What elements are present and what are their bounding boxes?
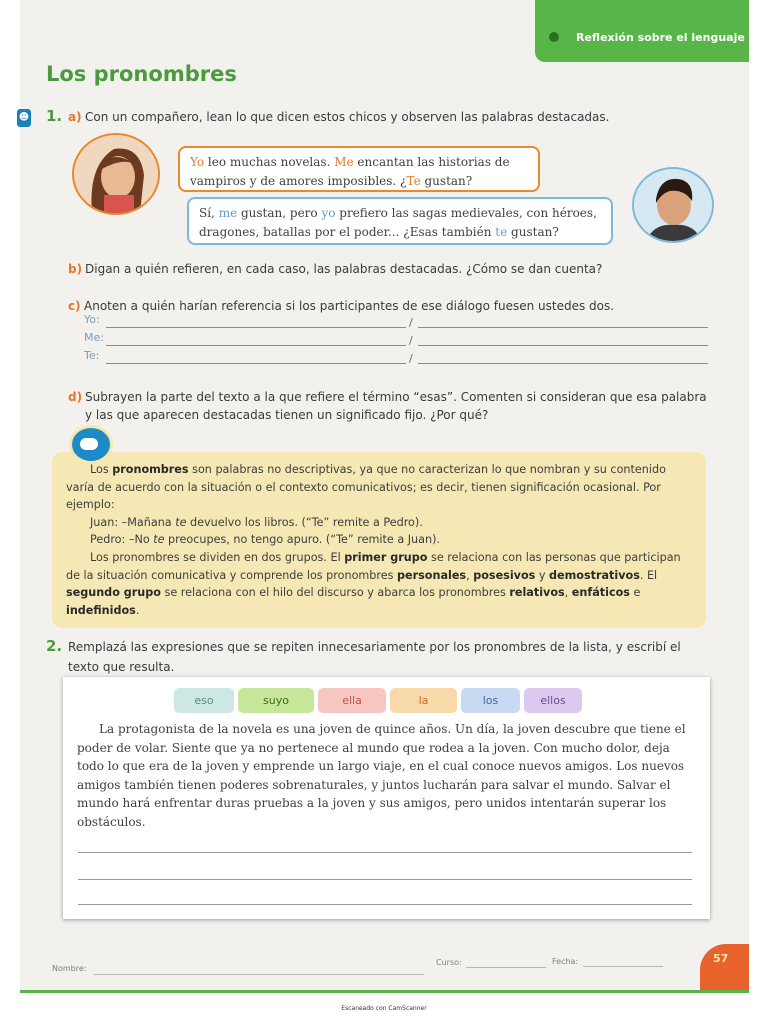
example-pronoun: te [153,533,165,547]
bubble-text: vampiros y de amores imposibles. ¿ [190,174,407,188]
item-c-letter: c) [68,299,81,313]
writing-line[interactable] [78,879,692,880]
bubble-text: gustan? [507,225,559,239]
footer-fecha-label: Fecha: [552,957,579,966]
fecha-line[interactable] [583,966,663,967]
theory-text-run: se relaciona con las personas que participan de la situación comunicativa y comprende los pronombres [66,550,681,582]
pronoun-chip-suyo: suyo [238,688,314,713]
example-text: devuelvo los libros. (“Te” remite a Pedro). [186,515,423,529]
answer-line[interactable] [106,345,406,346]
pronoun-chip-ellos: ellos [524,688,582,713]
separator: / [409,316,413,329]
bottom-strip [20,990,749,993]
term-enfaticos: enfáticos [571,586,630,600]
theory-text-run: , [466,568,474,582]
term-indefinidos: indefinidos [66,603,136,617]
answer-line[interactable] [418,363,708,364]
footer-curso-label: Curso: [436,958,462,967]
item-b-letter: b) [68,262,83,276]
highlight-yo: yo [321,206,336,220]
theory-text-run: . [135,603,140,617]
theory-text-run: se relaciona con el hilo del discurso y abarca los pronombres [160,586,510,600]
scanner-watermark: Escaneado con CamScanner [341,1005,427,1012]
theory-text-run: , [564,586,572,600]
highlight-te: Te [406,174,421,188]
term-primer-grupo: primer grupo [344,550,428,564]
bubble-text: prefiero las sagas medievales, con héroes, [335,206,597,220]
theory-text-run: y [535,568,550,582]
term-pronombres: pronombres [112,463,189,476]
bubble-text: encantan las historias de [353,155,510,169]
bubble-text: gustan, pero [237,206,322,220]
page-number-tab [700,944,749,992]
separator: / [409,352,413,365]
answer-line[interactable] [418,345,708,346]
girl-avatar [72,133,160,215]
item-a-letter: a) [68,110,82,124]
term-demostrativos: demostrativos [549,568,640,582]
term-relativos: relativos [509,586,565,600]
example-text: preocupes, no tengo apuro. (“Te” remite a Juan). [164,533,440,547]
item-b-text: Digan a quién refieren, en cada caso, las palabras destacadas. ¿Cómo se dan cuenta? [85,262,603,276]
highlight-yo: Yo [190,155,205,169]
item-a-text: Con un compañero, lean lo que dicen estos chicos y observen las palabras destacadas. [85,110,610,124]
bubble-text: gustan? [420,174,473,188]
answer-line[interactable] [106,363,406,364]
writing-line[interactable] [78,904,692,905]
page-title: Los pronombres [46,62,237,86]
item-d-letter: d) [68,390,83,404]
theory-text-run: e [629,586,641,600]
field-label-yo: Yo: [84,313,100,326]
page-number: 57 [713,952,729,965]
example-pronoun: te [175,515,187,529]
theory-text-run: . El [639,568,658,582]
highlight-me: Me [334,155,354,169]
answer-line[interactable] [418,327,708,328]
bullet-icon [549,32,559,42]
boy-avatar [632,167,714,243]
highlight-me: me [218,206,238,220]
cloud-info-icon [69,425,113,464]
item-d-line-1: Subrayen la parte del texto a la que refiere el término “esas”. Comenten si consideran que esa palabra [85,390,707,404]
field-label-me: Me: [84,331,104,344]
highlight-te: te [495,225,508,239]
pronoun-chip-eso: eso [174,688,234,713]
separator: / [409,334,413,347]
field-label-te: Te: [84,349,100,362]
pronoun-chip-los: los [461,688,520,713]
theory-text [66,461,690,619]
pair-work-icon: ☻ [17,109,31,127]
item-c-text: Anoten a quién harían referencia si los participantes de ese diálogo fuesen ustedes dos. [84,299,615,313]
term-personales: personales [397,568,467,582]
example-text: Pedro: –No [90,533,154,547]
term-posesivos: posesivos [473,568,536,582]
activity-2-number: 2. [46,637,63,655]
curso-line[interactable] [466,967,546,968]
activity-1-number: 1. [46,107,63,125]
section-tab [535,0,749,62]
activity-2-line-2: texto que resulta. [68,660,175,674]
section-tab-label: Reflexión sobre el lenguaje [576,31,745,44]
activity-2-line-1: Remplazá las expresiones que se repiten innecesariamente por los pronombres de la lista, y escribí el [68,640,681,654]
answer-line[interactable] [106,327,406,328]
footer-nombre-label: Nombre: [52,964,87,973]
boy-speech-bubble [187,197,613,245]
term-segundo-grupo: segundo grupo [66,586,161,600]
theory-text-run: Los [90,463,113,476]
pronoun-chip-la: la [390,688,457,713]
writing-line[interactable] [78,852,692,853]
theory-text-run: son palabras no descriptivas, ya que no caracterizan lo que nombran y su contenido varía de acuerdo con la situación o el contexto comunicativos; es decir, tienen significación ocasional. Por ejemplo: [66,463,666,512]
bubble-text: Sí, [199,206,219,220]
girl-speech-bubble [178,146,540,192]
example-text: Juan: –Mañana [90,515,176,529]
theory-text-run: Los pronombres se dividen en dos grupos. El [90,550,345,564]
item-d-line-2: y las que aparecen destacadas tienen un significado fijo. ¿Por qué? [85,408,489,422]
pronoun-chip-ella: ella [318,688,386,713]
story-text: La protagonista de la novela es una joven de quince años. Un día, la joven descubre que tiene el poder de volar. Siente que ya no pertenece al mundo que rodea a la joven. Con mucho dolor, deja todo lo que era de la joven y emprende un largo viaje, en el cual conoce nuevos amigos. Los nuevos amigos también tienen poderes sobrenaturales, y juntos lucharán para salvar el mundo. Salvar el mundo hará enfrentar duras pruebas a la joven y sus amigos, pero unidos intentarán superar los obstáculos. [77,722,686,829]
nombre-line[interactable] [94,974,424,975]
bubble-text: leo muchas novelas. [204,155,335,169]
bubble-text: dragones, batallas por el poder... ¿Esas también [199,225,496,239]
